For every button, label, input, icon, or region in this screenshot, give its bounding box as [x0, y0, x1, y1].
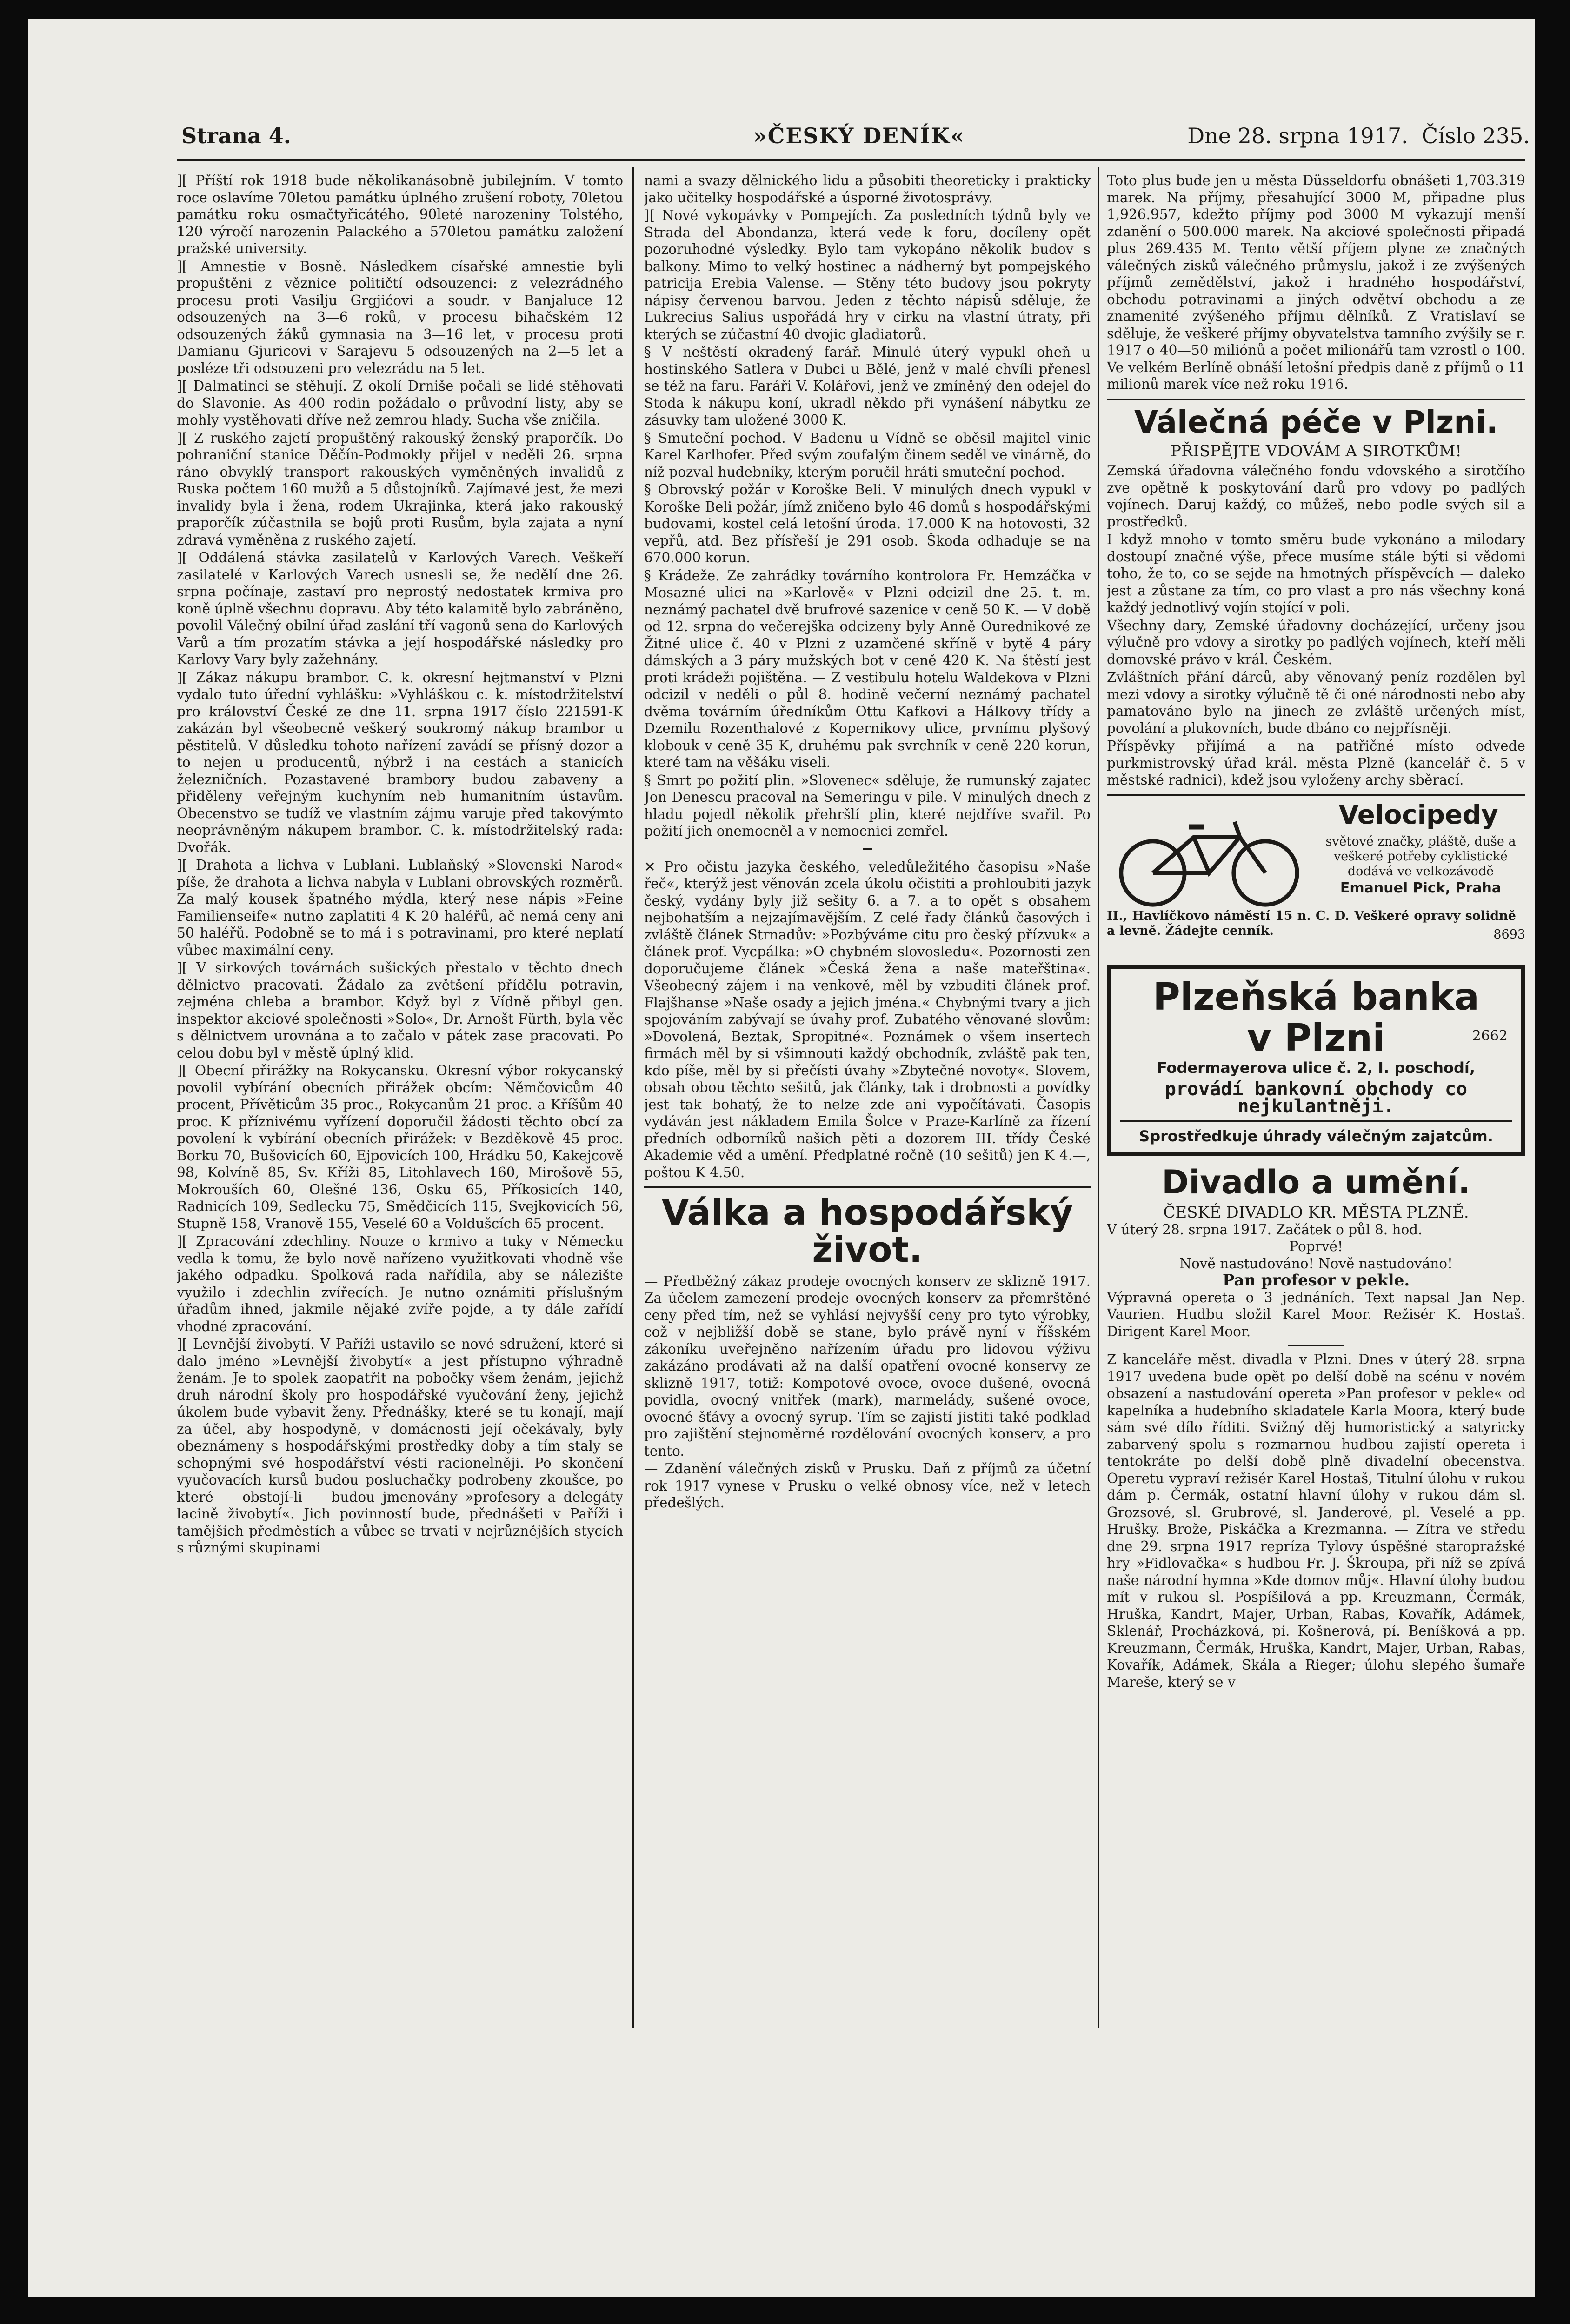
- article-prussia-tax: — Zdanění válečných zisků v Prusku. Daň z příjmů za účetní rok 1917 vynese v Prusku o velké obnosy více, než v letech předešlých.: [644, 1461, 1091, 1511]
- article-dalmatia: ][ Dalmatinci se stěhují. Z okolí Drniše počali se lidé stěhovati do Slavonie. As 400 rodin požádalo o průvodní listy, aby se mohly vystěhovati dříve než zemrou hlady. Sucha vše zničila.: [177, 378, 623, 428]
- column-divider-1: [632, 167, 634, 2028]
- section-title-war-care: Válečná péče v Plzni.: [1134, 404, 1498, 440]
- theatre-description: Výpravná opereta o 3 jednáních. Text napsal Jan Nep. Vaurien. Hudbu složil Karel Moor. Režisér K. Hostaš. Dirigent Karel Moor.: [1107, 1289, 1525, 1339]
- article-funeral-march: § Smuteční pochod. V Badenu u Vídně se oběsil majitel vinic Karel Karlhofer. Před svým zoufalým činem seděl ve vinárně, do níž pozval hudebníky, kterým poručil hráti smuteční pochod.: [644, 430, 1091, 480]
- header-date-issue: [1187, 123, 1530, 148]
- section-rule: [644, 1186, 1091, 1188]
- article-rokycany: ][ Obecní přirážky na Rokycansku. Okresní výbor rokycanský povolil vybírání obecních přirážek obcím: Němčovicům 40 procent, Přívěticům 35 proc., Rokycanům 21 proc. a Kříšům 40 proc. K příznivému vyřízení doporučil žádosti těchto obcí za povolení k vybírání obecních přirážek: v Bezděkově 45 proc. Borku 70, Bušovicích 60, Ejpovicích 100, Hrádku 50, Kakejcově 98, Kolvíně 85, Sv. Kříži 85, Litohlavech 160, Mirošově 55, Mokrouších 60, Olešné 136, Osku 65, Příkosicích 140, Radnicích 109, Sedlecku 75, Smědčicích 115, Svejkovicích 56, Stupně 158, Vranově 155, Veselé 60 a Voldušcích 65 procent.: [177, 1063, 623, 1232]
- theatre-article: Z kanceláře měst. divadla v Plzni. Dnes v úterý 28. srpna 1917 uvedena bude opět po delší době na scénu v novém obsazení a nastudování opereta »Pan profesor v pekle« od kapelníka a hudebního skladatele Karla Moora, který bude sám své dílo říditi. Svižný děj humoristický a satyricky zabarvený spolu s rozmarnou hudbou zajistí opereta i tentokráte po delší době plně divadelní obecenstva. Operetu vypraví režisér Karel Hostaš, Titulní úlohu v rukou dám p. Čermák, ostatní hlavní úlohy v rukou dám sl. Grozsové, sl. Grubrové, sl. Janderové, pl. Veselé a pp. Hrušky. Brože, Piskáčka a Krezmanna. — Zítra ve středu dne 29. srpna 1917 repríza Tylovy úspěšné staropražské hry »Fidlovačka« s hudbou Fr. J. Škroupa, při níž se zpívá naše národní hymna »Kde domov můj«. Hlavní úlohy budou mít v rukou sl. Pospíšilová a pp. Kreuzmann, Čermák, Hruška, Kandrt, Majer, Urban, Rabas, Kovařík, Adámek, Sklenář, Procházková, pí. Košnerová, pí. Beníšková a pp. Kreuzmann, Čermák, Hruška, Kandrt, Majer, Urban, Rabas, Kovařík, Adámek, Skála a Rieger; úlohu slepého šumaře Mareše, který se v: [1107, 1352, 1525, 1690]
- article-amnesty: ][ Amnestie v Bosně. Následkem císařské amnestie byli propuštěni z věznice političtí odsouzenci: z velezrádného procesu proti Vasilju Grgjićovi a soudr. v Banjaluce 12 odsouzených na 3—6 roků, v procesu bihačském 12 odsouzených žáků gymnasia na 3—16 let, v procesu proti Damianu Gjuricovi v Sarajevu 5 odsouzených na 2—5 let a posléze tři odsouzeni pro velezrádu na 5 let.: [177, 258, 623, 376]
- article-potato-ban: ][ Zákaz nákupu brambor. C. k. okresní hejtmanství v Plzni vydalo tuto úřední vyhlášku: »Vyhláškou c. k. místodržitelství pro království České ze dne 11. srpna 1917 číslo 221591-K zakázán byl všeobecně veškerý soukromý nákup brambor u pěstitelů. V důsledku tohoto nařízení zavádí se přísný dozor a to nejen u producentů, nýbrž i na cestách a stanicích železničních. Pozastavené brambory budou zabaveny a přiděleny veřejným kuchyním neb humanitním ústavům. Obecenstvo se tudíž ve vlastním zájmu varuje před takovýmto neoprávněným nákupem brambor. C. k. místodržitelský rada: Dvořák.: [177, 669, 623, 855]
- ad-velo-title: Velocipedy: [1338, 799, 1498, 830]
- article-strike-karlovy-vary: ][ Oddálená stávka zasilatelů v Karlových Varech. Veškeří zasilatelé v Karlových Varech usnesli se, že nedělí dne 26. srpna počínaje, zastaví pro neprostý nedostatek krmiva pro koně úplně všechnu dopravu. Aby této kalamitě bylo zabráněno, povolil Válečný obilní úřad zaslání tří vagonů sena do Karlových Varů a tím prozatím stávka a její hospodářské následky pro Karlovy Vary byly zažehnány.: [177, 550, 623, 667]
- column-2: [644, 172, 1091, 2032]
- article-pompeii: ][ Nové vykopávky v Pompejích. Za posledních týdnů byly ve Strada del Abondanza, která vede k foru, docíleny opět pozoruhodné výsledky. Bylo tam vykopáno několik budov s balkony. Mimo to velký hostinec a nádherný byt pompejského patricija Erebia Valense. — Stěny této budovy jsou pokryty nápisy červenou barvou. Jeden z těchto nápisů sděluje, že Lukrecius Salius uspořádá hry v cirku na vlastní útraty, při kterých se zúčastní 40 dvojic gladiatorů.: [644, 207, 1091, 342]
- page-number: Strana 4.: [181, 123, 291, 148]
- article-match-factories: ][ V sirkových továrnách sušických přestalo v těchto dnech dělnictvo pracovati. Žádalo za zvětšení přídělu potravin, zejména chleba a brambor. Když byl z Vídně přibyl gen. inspektor akciové společnosti »Solo«, Dr. Arnošt Fürth, byla věc s dělnictvem urovnána a to začalo v pátek zase pracovati. Po celou dobu byl v městě úplný klid.: [177, 960, 623, 1061]
- column-3: [1107, 172, 1525, 2032]
- bank-rule: [1120, 1120, 1512, 1122]
- section-title-war-economy: Válka a hospodářský život.: [661, 1192, 1073, 1270]
- issue-number: Číslo 235.: [1422, 123, 1530, 148]
- newspaper-title: »ČESKÝ DENÍK«: [753, 123, 965, 148]
- bicycle-icon: [1107, 806, 1311, 909]
- ad-velocipedy: [1107, 799, 1525, 955]
- bank-title-2: v Plzni: [1247, 1016, 1385, 1059]
- bank-line-1: provádí bankovní obchody co nejkulantněji.: [1164, 1079, 1468, 1117]
- ad-velo-address: II., Havlíčkovo náměstí 15 n. C. D. Veškeré opravy solidně a levně. Žádejte cenník.: [1107, 908, 1516, 938]
- column-1: [177, 172, 623, 2032]
- section-title-theatre: Divadlo a umění.: [1162, 1163, 1470, 1201]
- article-jubilee: ][ Příští rok 1918 bude několikanásobně jubilejním. V tomto roce oslavíme 70letou památku úplného zrušení roboty, 70letou památku roku osmačtyřicátého, 90leté narozeniny Tolstého, 120 výročí narozenin Palackého a 570letou památku založení pražské university.: [177, 173, 623, 256]
- column-divider-2: [1098, 167, 1099, 2028]
- section-subtitle-war-care: PŘISPĚJTE VDOVÁM A SIROTKŮM!: [1171, 441, 1462, 460]
- article-carcass: ][ Zpracování zdechliny. Nouze o krmivo a tuky v Německu vedla k tomu, že bylo nově nařízeno využitkovati vhodně vše jakého odpadku. Spolková rada nařídila, aby se nálezište využilo i zdechlin zvířecích. Je nutno oznámiti příslušným úřadům ihned, jakmile nějaké zvíře pojde, a ty dále zařídí vhodné zpracování.: [177, 1233, 623, 1334]
- article-mushrooms: § Smrt po požití plin. »Slovenec« sděluje, že rumunský zajatec Jon Denescu pracoval na Semeringu v pile. V minulých dnech z hladu pojedl několik přehršlí plin, které nejdříve svařil. Po požití jich onemocněl a v nemocnici zemřel.: [644, 772, 1091, 839]
- theatre-play-title: Pan profesor v pekle.: [1222, 1271, 1410, 1290]
- section-rule: [1288, 1345, 1344, 1346]
- theatre-poprve: Poprvé!: [1289, 1239, 1343, 1255]
- war-care-p2: I když mnoho v tomto směru bude vykonáno a milodary dostoupí značné výše, přece musíme stále býti si vědomi toho, že to, co se sejde na hmotných příspěvcích — daleko jest a zůstane za tím, co pro vlast a pro nás všechny koná každý jednotlivý vojín stojící v poli.: [1107, 532, 1525, 616]
- header-rule: [177, 159, 1525, 161]
- ad-velo-firm: Emanuel Pick, Praha: [1340, 879, 1502, 896]
- theatre-date: V úterý 28. srpna 1917. Začátek o půl 8. hod.: [1107, 1221, 1423, 1238]
- article-cheaper-living: ][ Levnější živobytí. V Paříži ustavilo se nové sdružení, které si dalo jméno »Levnější živobytí« a jest přístupno výhradně ženám. Je to spolek zaopatřit na pobočky všem ženám, jejichž druh národní školy pro hospodářské vyučování ženy, jejichž úkolem bude vybavit ženy. Přednášky, které se tu konají, mají za účel, aby hospodyně, v domácnosti její očekávaly, byly obeznámeny s hospodářskými prostředky doby a tím staly se schopnými své hospodářství vésti racionelněji. Po skončení vyučovacích kursů budou posluchačky podrobeny zkoušce, po které — obstojí-li — budou jmenovány »profesory a delegáty lacině živobytí«. Jich povinností bude, přednášeti v Paříži i tamějších předměstích a vůbec se trvati v nejrůznějších stycích s různými skupinami: [177, 1336, 623, 1556]
- war-care-p4: Zvláštních přání dárců, aby věnovaný peníz rozdělen byl mezi vdovy a sirotky výlučně tě či oné národnosti nebo aby pamatováno bylo na jinech ze zvláště určených míst, povolání a plukovních, bude dbáno co nejpřísněji.: [1107, 669, 1525, 736]
- article-tax-continued: Toto plus bude jen u města Düsseldorfu obnášeti 1,703.319 marek. Na příjmy, přesahující 3000 M, připadne plus 1,926.957, kdežto příjmy pod 3000 M vykazují menší zdanění o 500.000 marek. Na akciové společnosti připadá plus 269.435 M. Tento větší příjem plyne ze značných válečných zisků válečného průmyslu, jakož i ze zvýšených příjmů zemědělství, jakož i hradného hospodářství, obchodu potravinami a jiných odvětví obchodu a ze znamenité zvýšeného příjmu dělníků. Z Vratislaví se sděluje, že veškeré příjmy obyvatelstva tamního zvýšily se r. 1917 o 40—50 miliónů a počet milionářů tam vzrostl o 100. Ve velkém Berlíně obnáší letošní předpis daně z příjmů o 11 milionů marek více než roku 1916.: [1107, 173, 1525, 392]
- bank-number: 2662: [1472, 1027, 1508, 1044]
- article-priest-robbed: § V neštěstí okradený farář. Minulé úterý vypukl oheň u hostinského Satlera v Dubci u Bělé, jenž v malé chvíli přenesl se též na faru. Faráři V. Kolářovi, jenž ve zmíněný den odejel do Stoda k nákupu koní, ukradl někdo při vynášení nábytku ze zásuvky tam uložené 3000 K.: [644, 344, 1091, 428]
- bank-title-1: Plzeňská banka: [1153, 975, 1479, 1019]
- ad-velo-number: 8693: [1493, 927, 1525, 942]
- theatre-subtitle: ČESKÉ DIVADLO KR. MĚSTA PLZNĚ.: [1163, 1203, 1469, 1222]
- bank-line-2: Sprostředkuje úhrady válečným zajatcům.: [1139, 1127, 1493, 1145]
- page-header: [181, 123, 1530, 160]
- issue-date: Dne 28. srpna 1917.: [1187, 123, 1408, 148]
- theatre-new: Nově nastudováno! Nově nastudováno!: [1179, 1255, 1453, 1272]
- ad-plzenska-banka: [1107, 965, 1525, 1156]
- section-rule: [1107, 794, 1525, 796]
- article-preserves-ban: — Předběžný zákaz prodeje ovocných konserv ze sklizně 1917. Za účelem zamezení prodeje ovocných konserv za přemrštěné ceny před tím, než se vyhlásí nejvyšší ceny pro tyto výrobky, což v nejbližší době se stane, bylo právě nyní v říšském zákoníku uveřejněno nařízením úřadu pro lidovou výživu zakázáno prodávati až na další opatření ovocné konservy ze sklizně 1917, totiž: Kompotové ovoce, ovoce dušené, ovocná povidla, ovocný vnitřek (mark), marmelády, sušené ovoce, ovocné šťávy a ovocný syrup. Tím se zajistí jistiti také podklad pro zajištění stejnoměrné rozdělování ovocných konserv, a pro tento.: [644, 1273, 1091, 1459]
- ad-velo-text: světové značky, pláště, duše a veškeré potřeby cyklistické dodává ve velkozávodě: [1325, 834, 1516, 879]
- article-fire: § Obrovský požár v Koroške Beli. V minulých dnech vypukl v Koroške Beli požár, jímž zničeno bylo 46 domů s hospodářskými budovami, kostel celá letošní úroda. 17.000 K na hotovosti, 32 vepřů, atd. Bez přísřeší je 291 osob. Škoda odhaduje se na 670.000 korun.: [644, 482, 1091, 566]
- article-thefts: § Krádeže. Ze zahrádky továrního kontrolora Fr. Hemzáčka v Mosazné ulici na »Karlově« v Plzni odcizil dne 25. t. m. neznámý pachatel dvě brufrové sazenice v ceně 50 K. — V době od 12. srpna do večerejška odcizeny byly Anně Ourednikové ze Žitné ulice č. 40 v Plzni z uzamčené skříně v bytě 4 páry dámských a 3 páry mužských bot v ceně 420 K. Na štěstí jest proti krádeži pojištěna. — Z vestibulu hotelu Waldekova v Plzni odcizil v neděli o půl 8. hodině večerní neznámý pachatel dvěma továrním úředníkům Ottu Kafkovi a Hálkovy třídy a Dzemilu Rozenthalové z Kopernikovy ulice, prvnímu plyšový klobouk v ceně 35 K, druhému pak svrchník v ceně 220 korun, které tam na věšáku viseli.: [644, 567, 1091, 770]
- newspaper-page: [28, 19, 1535, 2297]
- article-woman-officer: ][ Z ruského zajetí propuštěný rakouský ženský praporčík. Do pohraniční stanice Děčín-Podmokly přijel v neděli 26. srpna ráno obvyklý transport rakouských vyměněných invalidů z Ruska počtem 160 mužů a 5 důstojníků. Zajímavé jest, že mezi invalidy byla i žena, rodem Ukrajinka, která jako rakouský praporčík zúčastnila se bojů proti Rusům, byla zajata a nyní zdravá vyměněna z ruského zajetí.: [177, 430, 623, 548]
- section-rule: [863, 848, 872, 850]
- article-nase-rec: ✕ Pro očistu jazyka českého, veledůležitého časopisu »Naše řeč«, kterýž jest věnován zcela úkolu očistiti a prohloubiti jazyk český, vydány byly již sešity 6. a 7. a to opět s obsahem nejbohatším a nejzajímavějším. Z celé řady článků časových i zvláště článek Strnadův: »Pozbýváme citu pro český přízvuk« a článek prof. Vycpálka: »O chybném slovosledu«. Pozornosti zen doporučujeme článek »Česká žena a naše mateřština«. Všeobecný zájem i na venkově, měl by vzbuditi článek prof. Flajšhanse »Naše osady a jejich jména.« Chybnými tvary a jich spojováním zabývají se úvahy prof. Zubatého věnované slovům: »Dovolená, Beztak, Spropitné«. Poznámek o všem insertech firmách měl by si všimnouti každý obchodník, zvláště pak ten, kdo píše, měl by si přečísti úvahy »Zbytečné novoty«. Slovem, obsah obou těchto sešitů, jak články, tak i drobnosti a povídky jest tak bohatý, že to nelze zde ani vypočítávati. Časopis vydáván jest nákladem Emila Šolce v Praze-Karlíně za řízení předních odborníků našich pěti a dozorem III. třídy České Akademie věd a umění. Předplatné ročně (10 sešitů) jen K 4.—, poštou K 4.50.: [644, 859, 1091, 1180]
- article-ljubljana: ][ Drahota a lichva v Lublani. Lublaňský »Slovenski Narod« píše, že drahota a lichva nabyla v Lublani obrovských rozměrů. Za malý kousek špatného mýdla, který nese nápis »Feine Familienseife« nutno zaplatiti 4 K 20 haléřů, ač nemá ceny ani 50 haléřů. Podobně se to má i s potravinami, pro které neplatí vůbec maximální ceny.: [177, 857, 623, 958]
- war-care-p3: Všechny dary, Zemské úřadovny docházející, určeny jsou výlučně pro vdovy a sirotky po padlých vojínech, kteří měli domovské právo v král. Českém.: [1107, 617, 1525, 667]
- war-care-p1: Zemská úřadovna válečného fondu vdovského a sirotčího zve opětně k poskytování darů pro vdovy po padlých vojínech. Daruj každý, co můžeš, nebo podle svých sil a prostředků.: [1107, 463, 1525, 530]
- war-care-p5: Příspěvky přijímá a na patřičné místo odvede purkmistrovský úřad král. města Plzně (kancelář č. 5 v městské radnici), kdež jsou vyloženy archy sběrací.: [1107, 738, 1525, 788]
- bank-address: Fodermayerova ulice č. 2, I. poschodí,: [1157, 1059, 1476, 1077]
- article-continued: nami a svazy dělnického lidu a působiti theoreticky i prakticky jako učitelky hospodářské a úsporné životosprávy.: [644, 173, 1091, 206]
- section-rule: [1107, 399, 1525, 400]
